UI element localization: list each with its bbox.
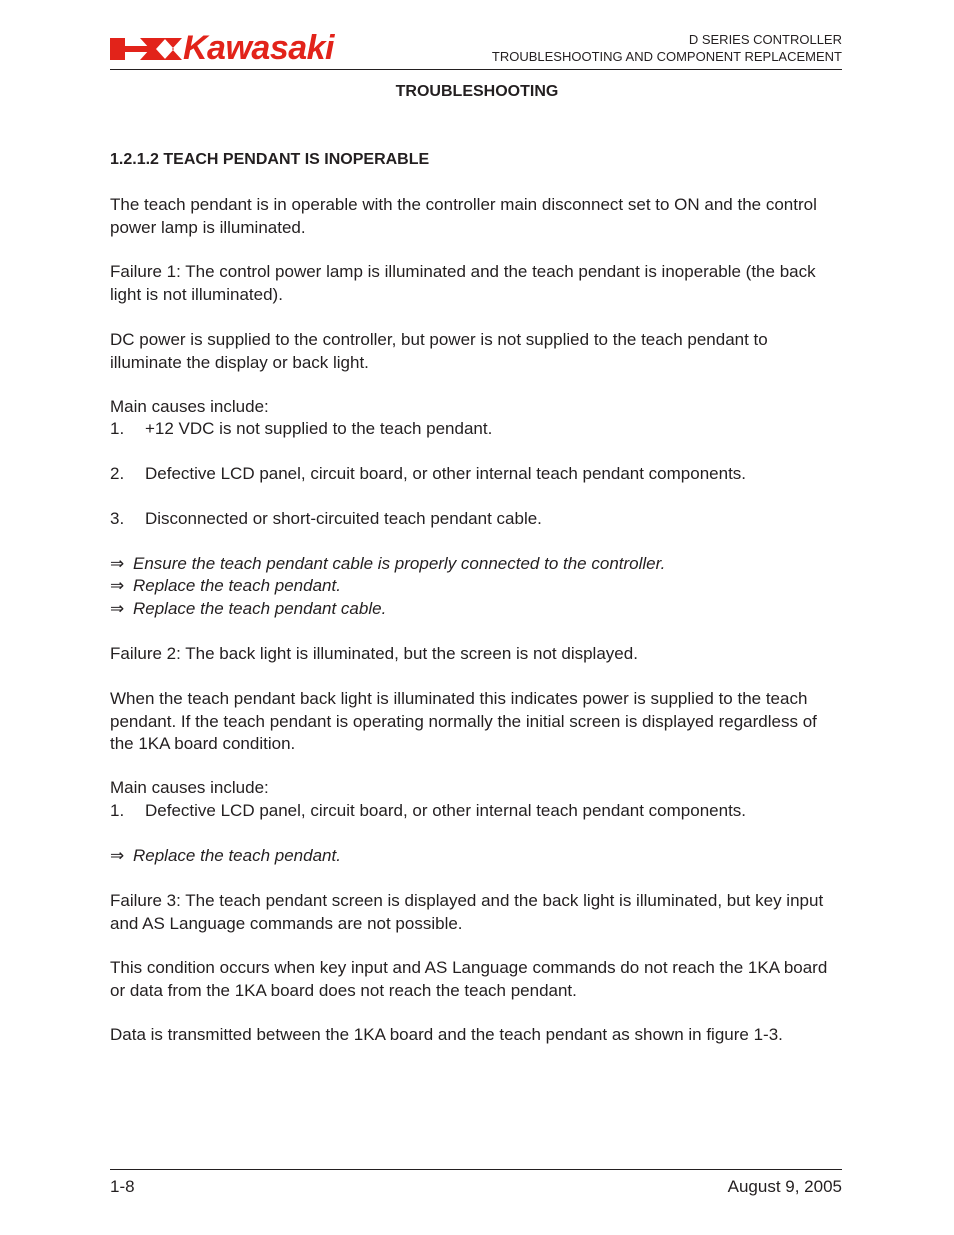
action-text: Replace the teach pendant. xyxy=(133,576,341,595)
section-heading: TROUBLESHOOTING xyxy=(395,83,559,100)
action-text: Ensure the teach pendant cable is properly connected to the controller. xyxy=(133,554,666,573)
document-title xyxy=(492,31,842,65)
intro-paragraph: The teach pendant is in operable with the controller main disconnect set to ON and the control power lamp is illuminated. xyxy=(110,195,817,237)
kawasaki-river-mark-icon xyxy=(110,35,182,67)
data-transmit-paragraph: Data is transmitted between the 1KA board and the teach pendant as shown in figure 1-3. xyxy=(110,1025,783,1044)
action-item xyxy=(110,845,842,868)
document-date: August 9, 2005 xyxy=(727,1177,842,1196)
list-item xyxy=(110,800,842,823)
kawasaki-logo xyxy=(110,29,388,67)
main-causes-label: Main causes include: xyxy=(110,397,269,416)
failure2-detail-paragraph: When the teach pendant back light is illuminated this indicates power is supplied to the teach pendant. If the teach pendant is operating normally the initial screen is displayed regardless of the 1KA board condition. xyxy=(110,689,817,754)
failure3-detail-paragraph: This condition occurs when key input and AS Language commands do not reach the 1KA board or data from the 1KA board does not reach the teach pendant. xyxy=(110,958,828,1000)
list-item-number: 1. xyxy=(110,419,125,438)
action-item xyxy=(110,598,842,621)
right-arrow-icon: ⇒ xyxy=(110,576,125,595)
subsection-heading: 1.2.1.2 TEACH PENDANT IS INOPERABLE xyxy=(110,151,430,168)
list-item-number: 3. xyxy=(110,509,125,528)
right-arrow-icon: ⇒ xyxy=(110,846,125,865)
failure2-paragraph: Failure 2: The back light is illuminated, but the screen is not displayed. xyxy=(110,644,638,663)
logo-wordmark: Kawasaki xyxy=(183,29,334,67)
main-causes-label: Main causes include: xyxy=(110,778,269,797)
document-title-line2: TROUBLESHOOTING AND COMPONENT REPLACEMENT xyxy=(491,49,842,64)
list-item-text: Disconnected or short-circuited teach pendant cable. xyxy=(145,509,542,528)
action-text: Replace the teach pendant cable. xyxy=(133,599,387,618)
page-number: 1-8 xyxy=(110,1177,135,1196)
document-title-line1: D SERIES CONTROLLER xyxy=(688,32,842,47)
list-item-text: Defective LCD panel, circuit board, or other internal teach pendant components. xyxy=(145,801,747,820)
right-arrow-icon: ⇒ xyxy=(110,599,125,618)
list-item-number: 2. xyxy=(110,464,125,483)
list-item xyxy=(110,508,842,531)
list-item xyxy=(110,463,842,486)
header-divider xyxy=(110,69,842,70)
action-item xyxy=(110,553,842,576)
list-item xyxy=(110,418,842,441)
list-item-text: +12 VDC is not supplied to the teach pendant. xyxy=(145,419,493,438)
failure3-paragraph: Failure 3: The teach pendant screen is displayed and the back light is illuminated, but key input and AS Language commands are not possible. xyxy=(110,891,824,933)
right-arrow-icon: ⇒ xyxy=(110,554,125,573)
action-item xyxy=(110,575,842,598)
failure1-detail-paragraph: DC power is supplied to the controller, but power is not supplied to the teach pendant to illuminate the display or back light. xyxy=(110,330,768,372)
list-item-text: Defective LCD panel, circuit board, or other internal teach pendant components. xyxy=(145,464,747,483)
action-text: Replace the teach pendant. xyxy=(133,846,341,865)
failure1-paragraph: Failure 1: The control power lamp is illuminated and the teach pendant is inoperable (the back light is not illuminated). xyxy=(110,262,816,304)
footer-divider xyxy=(110,1169,842,1170)
list-item-number: 1. xyxy=(110,801,125,820)
